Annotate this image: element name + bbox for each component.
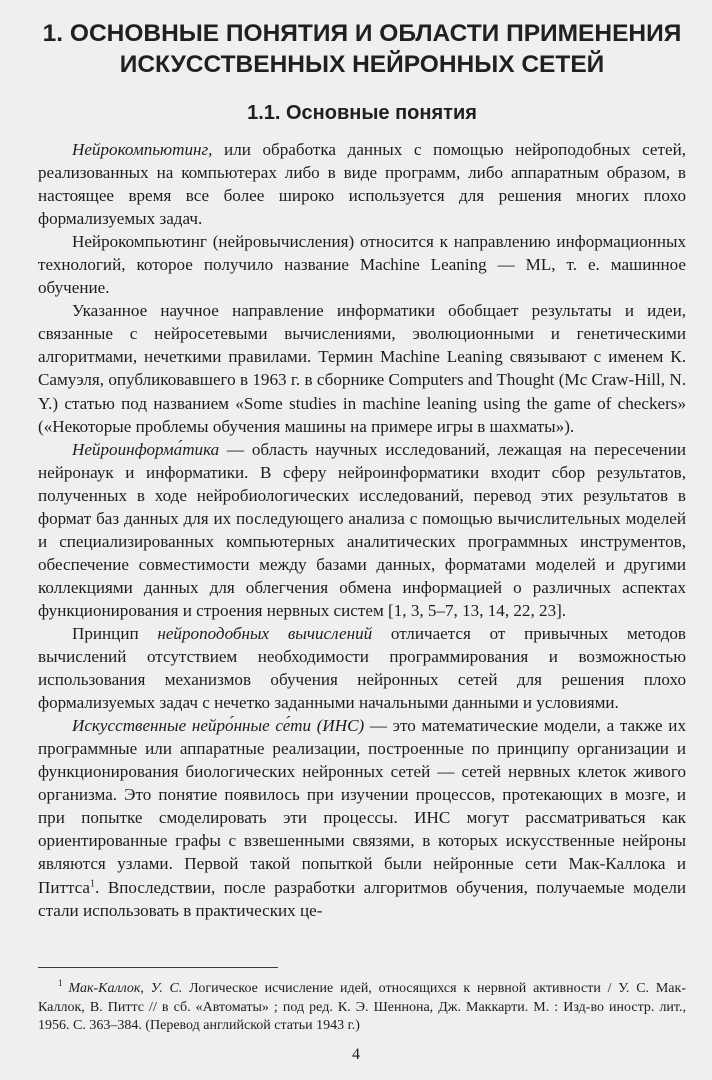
term-neurocomputing: Нейрокомпьютинг, [72,140,213,159]
paragraph-text: отличается от привычных методов вычислений отсутствием необходимости программирования и возможностью использования механизмов обучения нейронных сетей для решения плохо формализуемых задач с нечетко заданными начальными данными и условиями. [38,623,687,713]
paragraph-text: — область научных исследований, лежащая на пересечении нейронаук и информатики. В сферу нейроинформатики входит сбор результатов, полученных в ходе нейробиологических исследований, перевод этих результатов в формат баз данных для их последующего анализа с помощью вычислительных моделей и специализированных компьютерных аналитических программных инструментов, обеспечение совместимости между базами данных, форматами моделей и другими коллекциями данных для облегчения обмена информацией о различных аспектах функционирования и строения нервных систем [1, 3, 5–7, 13, 14, 22, 23]. [38,439,686,620]
body-text [38,138,686,922]
footnote-divider [38,967,278,968]
chapter-title-line-1: 1. ОСНОВНЫЕ ПОНЯТИЯ И ОБЛАСТИ ПРИМЕНЕНИЯ [42,20,682,47]
footnote [38,980,686,1036]
term-ann: Искусственные нейро́нные се́ти (ИНС) [72,716,365,736]
footnote-text: Логическое исчисление идей, относящихся к нервной активности / У. С. Мак-Каллок, В. Питтс // в сб. «Автоматы» ; под ред. К. Э. Шеннона, Дж. Маккарти. М. : Изд-во иностр. лит., 1956. С. 363–384. (Перевод английской статьи 1943 г.) [38,981,686,1034]
paragraph-neurolike-computing [38,622,686,714]
paragraph-neuroinformatics [38,438,686,622]
paragraph-machine-learning: Нейрокомпьютинг (нейровычисления) относится к направлению информационных технологий, которое получило название Machine Leaning — ML, т. е. машинное обучение. [38,232,686,298]
section-title: 1.1. Основные понятия [247,102,477,124]
page-number: 4 [352,1046,360,1063]
chapter-title-line-2: ИСКУССТВЕННЫХ НЕЙРОННЫХ СЕТЕЙ [119,51,605,78]
paragraph-text: . Впоследствии, после разработки алгоритмов обучения, получаемые модели стали использовать в практических це- [38,877,686,920]
footnote-author: Мак-Каллок, У. С. [68,981,183,996]
paragraph-text: — это математические модели, а также их программные или аппаратные реализации, построенные по принципу организации и функционирования биологических нейронных сетей — сетей нервных клеток живого организма. Это понятие появилось при изучении процессов, протекающих в мозге, и при попытке смоделировать эти процессы. ИНС могут рассматриваться как ориентированные графы с взвешенными связями, в которых искусственные нейроны являются узлами. Первой такой попыткой были нейронные сети Мак-Каллока и Питтса [38,716,686,897]
paragraph-text: Принцип [72,623,158,643]
term-neurolike-computing: нейроподобных вычислений [157,623,373,643]
paragraph-ann [38,714,686,921]
paragraph-neurocomputing [38,138,686,230]
footnote-mark: 1 [58,978,63,989]
footnote-reference[interactable]: 1 [90,877,96,889]
paragraph-informatics-direction: Указанное научное направление информатики обобщает результаты и идеи, связанные с нейросетевыми вычислениями, эволюционными и генетическими алгоритмами, нечеткими правилами. Термин Machine Leaning связывают с именем К. Самуэля, опубликовавшего в 1963 г. в сборнике Computers and Thought (Mc Craw-Hill, N. Y.) статью под названием «Some studies in machine leaning using the game of checkers» («Некоторые проблемы обучения машины на примере игры в шахматы»). [38,301,686,436]
chapter-title [38,18,686,80]
paragraph-text: или обработка данных с помощью нейроподобных сетей, реализованных на компьютерах либо в виде программ, либо аппаратным образом, в настоящее время все более широко используется для решения многих плохо формализуемых задач. [38,140,686,229]
term-neuroinformatics: Нейроинформа́тика [72,439,220,459]
